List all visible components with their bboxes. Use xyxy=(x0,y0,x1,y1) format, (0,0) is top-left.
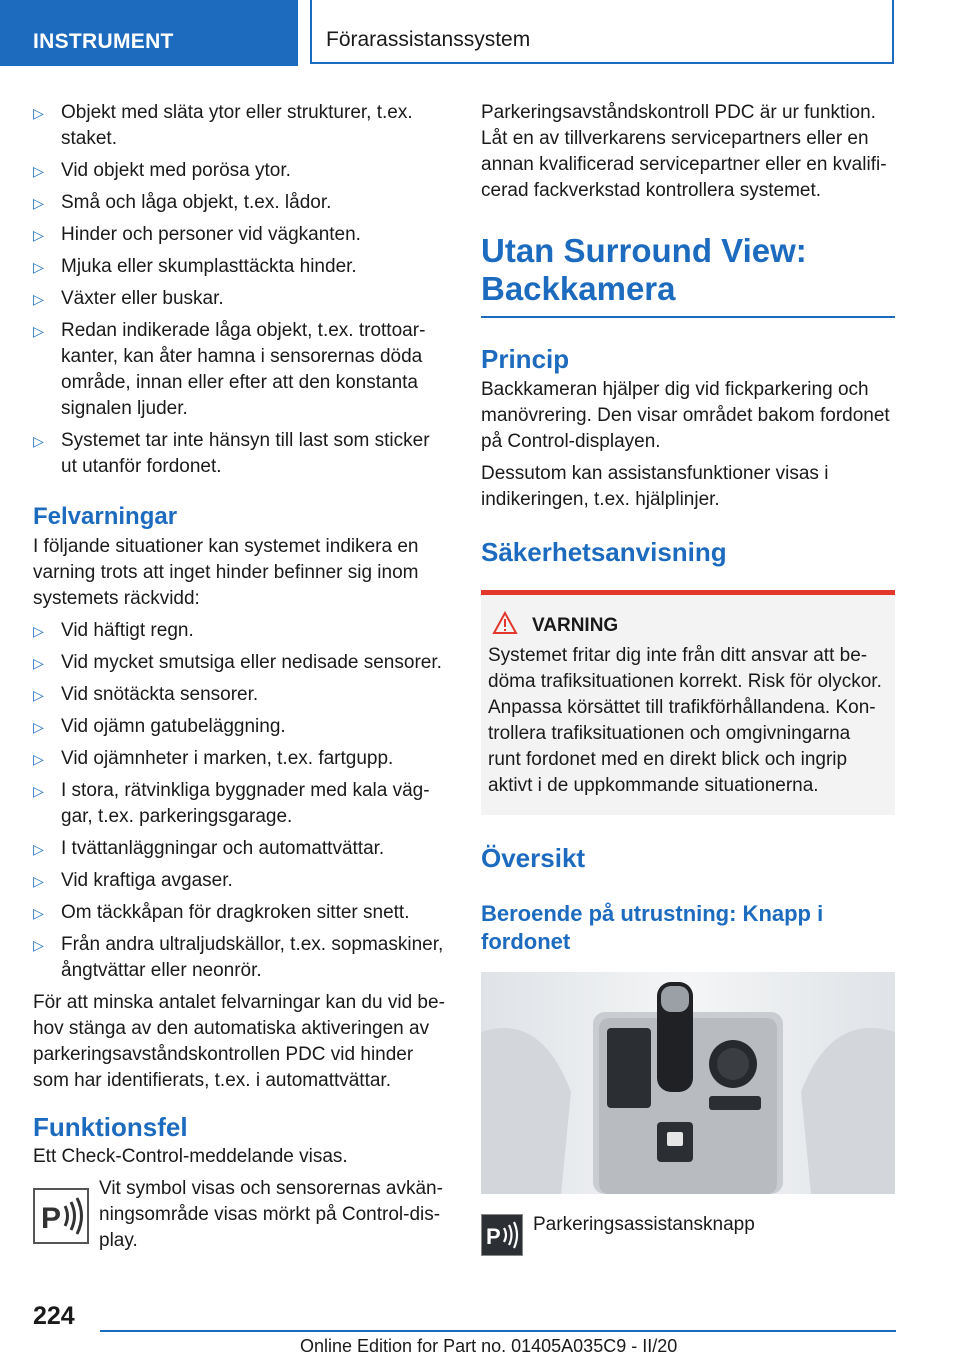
bullet-triangle-icon: ▷ xyxy=(33,719,44,735)
warning-box xyxy=(481,590,895,815)
oversikt-heading: Översikt xyxy=(481,843,586,873)
list-item xyxy=(33,650,445,676)
sakerhet-heading: Säkerhetsanvisning xyxy=(481,537,727,567)
list-item-text: Objekt med släta ytor eller strukturer, t.ex. staket. xyxy=(61,102,413,149)
list-item-text: Vid ojämnheter i marken, t.ex. fartgupp. xyxy=(61,748,394,769)
chapter-label: Förarassistanssystem xyxy=(326,28,531,51)
list-item xyxy=(33,428,445,480)
bullet-triangle-icon: ▷ xyxy=(33,195,44,211)
section-label: INSTRUMENT xyxy=(33,30,174,53)
bullet-triangle-icon: ▷ xyxy=(33,905,44,921)
section-tab xyxy=(0,0,298,66)
bullet-triangle-icon: ▷ xyxy=(33,873,44,889)
list-item xyxy=(33,318,445,422)
right-column xyxy=(481,100,895,1258)
bullet-triangle-icon: ▷ xyxy=(33,433,44,449)
bullet-triangle-icon: ▷ xyxy=(33,323,44,339)
list-item-text: Små och låga objekt, t.ex. lådor. xyxy=(61,192,332,213)
bullet-triangle-icon: ▷ xyxy=(33,227,44,243)
center-console-photo xyxy=(481,972,895,1194)
list-item xyxy=(33,286,445,312)
footer-rule xyxy=(100,1330,896,1332)
list-item xyxy=(33,618,445,644)
warning-triangle-icon xyxy=(492,611,518,635)
list-item xyxy=(33,868,445,894)
list-item xyxy=(33,682,445,708)
bullet-triangle-icon: ▷ xyxy=(33,163,44,179)
princip-paragraph-2: Dessutom kan assistansfunktioner visas i indikeringen, t.ex. hjälplinjer. xyxy=(481,463,829,510)
bullet-triangle-icon: ▷ xyxy=(33,937,44,953)
list-item-text: Från andra ultraljudskällor, t.ex. sopmaskiner, ångtvättar eller neonrör. xyxy=(61,934,444,981)
princip-heading: Princip xyxy=(481,344,570,374)
bullet-triangle-icon: ▷ xyxy=(33,623,44,639)
warning-header xyxy=(488,613,887,639)
list-item xyxy=(33,190,445,216)
list-item xyxy=(33,158,445,184)
list-item xyxy=(33,778,445,830)
photo-caption: Parkeringsassistansknapp xyxy=(533,1214,755,1235)
pdc-fault-continuation: Parkeringsavståndskontroll PDC är ur funktion. Låt en av tillverkarens servicepartners eller en annan kvalificerad servicepartner eller en kvalificerad fackverkstad kontrollera systemet. xyxy=(481,102,887,201)
bullet-triangle-icon: ▷ xyxy=(33,291,44,307)
page-number: 224 xyxy=(33,1302,75,1330)
warning-text: Systemet fritar dig inte från ditt ansvar att bedöma trafiksituationen korrekt. Risk för olyckor. Anpassa körsättet till trafikförhållandena. Kontrollera trafiksituationen och omgivningarna runt fordonet med en direkt blick och ingrip aktivt i de uppkommande situationerna. xyxy=(488,645,882,796)
felvarningar-intro: I följande situationer kan systemet indikera en varning trots att inget hinder befinner sig inom systemets räckvidd: xyxy=(33,536,419,609)
left-column xyxy=(33,100,445,1256)
bullet-triangle-icon: ▷ xyxy=(33,687,44,703)
list-item-text: Vid häftigt regn. xyxy=(61,620,194,641)
caption-row xyxy=(481,1214,895,1258)
list-item-text: Vid kraftiga avgaser. xyxy=(61,870,233,891)
warning-label: VARNING xyxy=(532,615,619,636)
list-item xyxy=(33,254,445,280)
funktionsfel-heading: Funktionsfel xyxy=(33,1112,188,1142)
princip-paragraph-1: Backkameran hjälper dig vid fickparkering och manövrering. Den visar området bakom fordonet på Control-displayen. xyxy=(481,379,890,452)
list-item-text: Vid mycket smutsiga eller nedisade sensorer. xyxy=(61,652,442,673)
list-item-text: I stora, rätvinkliga byggnader med kala väggar, t.ex. parkeringsgarage. xyxy=(61,780,430,827)
edition-text: Online Edition for Part no. 01405A035C9 - II/20 xyxy=(300,1336,678,1356)
list-item-text: Om täckkåpan för dragkroken sitter snett. xyxy=(61,902,410,923)
list-item-text: I tvättanläggningar och automattvättar. xyxy=(61,838,385,859)
list-item xyxy=(33,836,445,862)
funktionsfel-intro: Ett Check-Control-meddelande visas. xyxy=(33,1146,348,1167)
limitations-list xyxy=(33,100,445,480)
beroende-heading: Beroende på utrustning: Knapp i fordonet xyxy=(481,901,824,954)
felvarningar-outro: För att minska antalet felvarningar kan du vid behov stänga av den automatiska aktiveringen av parkeringsavståndskontrollen PDC vid hinder som har identifierats, t.ex. i automattvättar. xyxy=(33,992,445,1091)
list-item xyxy=(33,222,445,248)
page-header xyxy=(0,0,960,66)
list-item xyxy=(33,900,445,926)
bullet-triangle-icon: ▷ xyxy=(33,655,44,671)
list-item xyxy=(33,746,445,772)
list-item-text: Hinder och personer vid vägkanten. xyxy=(61,224,361,245)
chapter-box xyxy=(310,0,894,64)
list-item xyxy=(33,932,445,984)
section-title: Utan Surround View: Backkamera xyxy=(481,232,895,318)
list-item-text: Vid snötäckta sensorer. xyxy=(61,684,259,705)
list-item-text: Redan indikerade låga objekt, t.ex. trottoarkanter, kan åter hamna i sensorernas döda område, innan eller efter att den konstanta signalen ljuder. xyxy=(61,320,426,419)
bullet-triangle-icon: ▷ xyxy=(33,751,44,767)
list-item-text: Vid ojämn gatubeläggning. xyxy=(61,716,286,737)
list-item xyxy=(33,714,445,740)
svg-text:P: P xyxy=(486,1224,501,1249)
list-item xyxy=(33,100,445,152)
list-item-text: Systemet tar inte hänsyn till last som sticker ut utanför fordonet. xyxy=(61,430,430,477)
pdc-fault-row xyxy=(33,1176,445,1256)
svg-text:P: P xyxy=(41,1202,62,1235)
list-item-text: Mjuka eller skumplasttäckta hinder. xyxy=(61,256,357,277)
parking-assist-icon xyxy=(481,1214,523,1256)
bullet-triangle-icon: ▷ xyxy=(33,841,44,857)
list-item-text: Vid objekt med porösa ytor. xyxy=(61,160,291,181)
false-warnings-list xyxy=(33,618,445,984)
bullet-triangle-icon: ▷ xyxy=(33,783,44,799)
bullet-triangle-icon: ▷ xyxy=(33,105,44,121)
pdc-fault-text: Vit symbol visas och sensorernas avkänningsområde visas mörkt på Control-display. xyxy=(99,1178,443,1251)
list-item-text: Växter eller buskar. xyxy=(61,288,224,309)
bullet-triangle-icon: ▷ xyxy=(33,259,44,275)
pdc-fault-icon xyxy=(33,1188,89,1244)
felvarningar-heading: Felvarningar xyxy=(33,503,178,530)
